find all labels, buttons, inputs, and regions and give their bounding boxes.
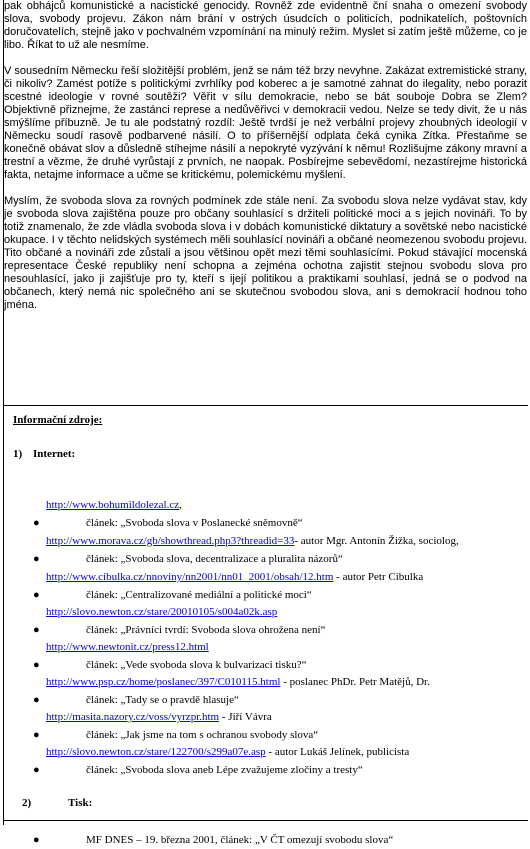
bullet-icon: ● — [33, 834, 40, 846]
source-link[interactable]: http://slovo.newton.cz/stare/122700/s299a07e.asp — [46, 746, 266, 758]
source-author: - autor Mgr. Antonín Žižka, sociolog, — [294, 535, 459, 547]
source-link-line — [46, 533, 459, 550]
source-link[interactable]: http://www.bohumildolezal.cz — [46, 499, 180, 511]
source-link-line — [46, 744, 409, 761]
article-title: článek: „Svoboda slova, decentralizace a pluralita názorů“ — [86, 553, 343, 565]
article-title: článek: „Tady se o pravdě hlasuje“ — [86, 694, 239, 706]
article-paragraph: pak obhájců komunistické a nacistické genocidy. Rovněž zde evidentně ční snaha o omezení svobody slova, svobody projevu. Zákon nám brání v ostrých úsudcích o politicích, podnikatelích, poštovních doručovatelích, stejně jako v pochvalném vzpomínání na minulý režim. Myslet si zatím ještě můžeme, co je libo. Říkat to už ale nesmíme. — [4, 0, 527, 51]
article-title: článek: „Svoboda slova aneb Lépe zvažujeme zločiny a tresty“ — [86, 764, 363, 776]
section-divider — [3, 405, 528, 406]
source-link-suffix: , — [179, 499, 182, 511]
article-body — [4, 0, 527, 325]
section-number: 2) — [22, 797, 32, 809]
article-title: článek: „Vede svoboda slova k bulvarizaci tisku?“ — [86, 659, 307, 671]
section-title: Tisk: — [68, 797, 93, 809]
article-title: článek: „Jak jsme na tom s ochranou svobody slova“ — [86, 729, 319, 741]
bullet-icon: ● — [33, 659, 40, 671]
sources-heading: Informační zdroje: — [13, 414, 103, 426]
source-link-line — [46, 674, 430, 691]
source-link-line — [46, 604, 277, 621]
bullet-icon: ● — [33, 589, 40, 601]
source-author: - poslanec PhDr. Petr Matějů, Dr. — [280, 676, 430, 688]
bullet-icon: ● — [33, 624, 40, 636]
source-link-line — [46, 569, 423, 586]
source-link[interactable]: http://www.cibulka.cz/nnoviny/nn2001/nn01_2001/obsah/12.htm — [46, 571, 334, 583]
section-internet-heading — [13, 446, 75, 463]
section-title: Internet: — [33, 448, 76, 460]
source-link-line — [46, 497, 182, 514]
source-link-line — [46, 709, 272, 726]
source-link[interactable]: http://www.psp.cz/home/poslanec/397/C010115.html — [46, 676, 281, 688]
article-paragraph: Myslím, že svoboda slova za rovných podmínek zde stále není. Za svobodu slova nelze vydávat stav, kdy je svoboda slova zajištěna pouze pro občany souhlasící s držiteli politické moci a s jejich novináři. To by totiž znamenalo, že zde vládla svoboda slova i v dobách komunistické diktatury a sovětské nebo nacistické okupace. I v těchto nelidských systémech měli souhlasící novináři a občané neomezenou svobodu projevu. Tito občané a novináři zde zůstali a jsou většinou opět mezi těmi souhlasícími. Pokud stávající mocenská representace České republiky není schopna a zejména ochotna zajistit stejnou svobodu slova pro nesouhlasící, jako ji zajišťuje pro ty, kteří s ijejí politikou a praktikami souhlasí, jedná se o podvod na občanech, který nemá nic společného ani se skutečnou svobodou slova, ani s demokracií hodnou toho jména. — [4, 195, 527, 311]
section-number: 1) — [13, 448, 23, 460]
source-author: - autor Lukáš Jelínek, publicista — [265, 746, 410, 758]
source-author: - Jiří Vávra — [219, 711, 272, 723]
source-link[interactable]: http://www.newtonit.cz/press12.html — [46, 641, 209, 653]
page-bottom-border — [3, 820, 528, 821]
article-title: článek: „Právníci tvrdí: Svoboda slova ohrožena není“ — [86, 624, 326, 636]
source-link[interactable]: http://slovo.newton.cz/stare/20010105/s004a02k.asp — [46, 606, 278, 618]
article-title: článek: „Centralizované mediální a politické moci“ — [86, 589, 312, 601]
source-link[interactable]: http://masita.nazory.cz/voss/vyrzpr.htm — [46, 711, 220, 723]
bullet-icon: ● — [33, 729, 40, 741]
article-title: článek: „Svoboda slova v Poslanecké sněmovně“ — [86, 517, 303, 529]
bullet-icon: ● — [33, 694, 40, 706]
bullet-icon: ● — [33, 553, 40, 565]
source-link-line — [46, 639, 209, 656]
source-author: - autor Petr Cibulka — [333, 571, 424, 583]
bullet-icon: ● — [33, 517, 40, 529]
bullet-icon: ● — [33, 764, 40, 776]
source-link[interactable]: http://www.morava.cz/gb/showthread.php3?threadid=33 — [46, 535, 295, 547]
print-source-text: MF DNES – 19. března 2001, článek: „V ČT omezují svobodu slova“ — [86, 834, 394, 846]
section-print-heading — [22, 795, 92, 812]
article-paragraph: V sousedním Německu řeší složitější problém, jenž se nám též brzy nevyhne. Zakázat extremistické strany, či nikoliv? Zamést potíže s politickými zvrhlíky pod koberec a je samotné zahnat do ilegality, nebo porazit scestné ideologie v rovné soutěži? Věřit v sílu demokracie, nebo se bát souboje Dobra se Zlem? Objektivně přiznejme, že zastánci represe a nedůvěřivci v demokracii vedou. Nelze se tedy divit, že u nás smýšlíme příbuzně. Je tu ale podstatný rozdíl: Ještě tvrdší je než verbální projevy zhoubných ideologií v Německu soudí rasově podbarvené násilí. O to příšernější odplata čeká cynika Zítka. Přestaňme se konečně obávat slov a důsledně stíhejme násilí a nepokryté vyzývání k němu! Rozlišujme zákony mravní a trestní a vězme, že druhé vyrůstají z prvních, ne naopak. Posbírejme sebevědomí, nezastírejme historická fakta, netajme informace a učme se kritickému, polemickému myšlení. — [4, 65, 527, 181]
